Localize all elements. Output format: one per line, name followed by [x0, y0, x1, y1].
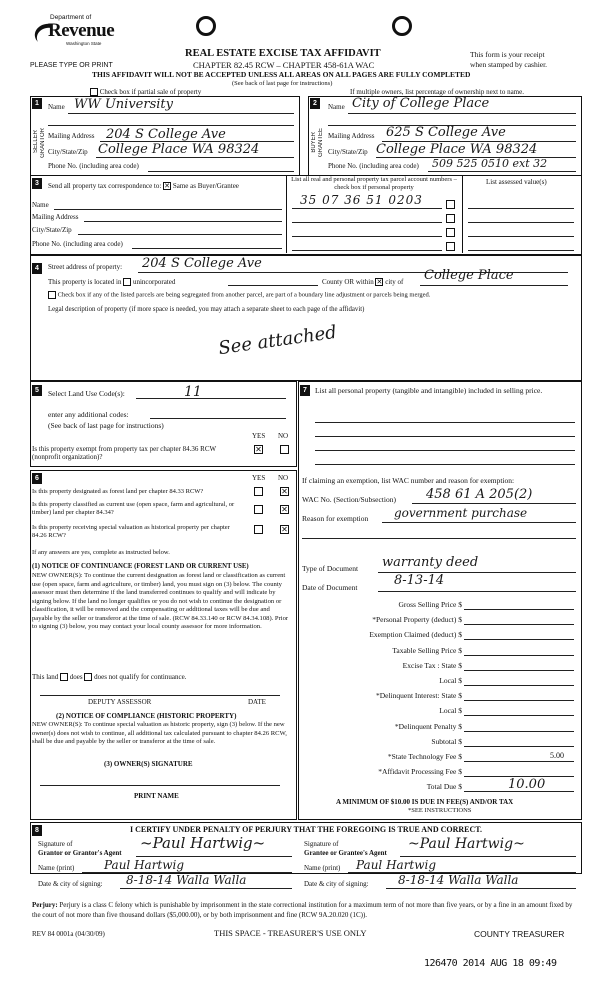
exempt-yes-checkbox[interactable]: ✕	[255, 445, 262, 454]
unincorporated-checkbox[interactable]	[123, 278, 131, 286]
exempt-no-checkbox[interactable]	[280, 445, 289, 454]
unincorporated-label: unincorporated	[132, 278, 176, 286]
punch-hole-left-icon	[196, 16, 216, 36]
exemption-reason-label: Reason for exemption	[302, 514, 369, 523]
property-city-value[interactable]: College Place	[424, 268, 514, 283]
parcel-number-value[interactable]: 35 07 36 51 0203	[300, 193, 423, 207]
forest-land-question: Is this property designated as forest land per chapter 84.33 RCW?	[32, 488, 204, 495]
buyer-side-label: BUYER	[311, 132, 317, 153]
fee-line	[464, 670, 574, 671]
wac-number-value[interactable]: 458 61 A 205(2)	[426, 487, 533, 502]
section5-no-header: NO	[278, 432, 289, 440]
parcel-1-personal-checkbox[interactable]	[446, 200, 455, 209]
form-title: REAL ESTATE EXCISE TAX AFFIDAVIT	[185, 48, 381, 59]
logo-main-text: Revenue	[48, 20, 115, 41]
fee-label: *Affidavit Processing Fee $	[378, 767, 462, 776]
deputy-assessor-label: DEPUTY ASSESSOR	[88, 698, 152, 706]
fee-line	[464, 655, 574, 656]
additional-codes-label: enter any additional codes:	[48, 410, 129, 419]
fee-label: Excise Tax : State $	[402, 661, 462, 670]
correspondence-city-label: City/State/Zip	[32, 226, 72, 234]
grantee-name-value[interactable]: Paul Hartwig	[356, 858, 437, 872]
seller-name-label: Name	[48, 103, 65, 111]
forest-yes-checkbox[interactable]	[254, 487, 263, 496]
form-chapters: CHAPTER 82.45 RCW – CHAPTER 458-61A WAC	[193, 60, 375, 70]
legal-description-label: Legal description of property (if more space is needed, you may attach a separate sheet to each page of the affidavit)	[48, 306, 365, 313]
notice-compliance-body: NEW OWNER(S): To continue special valuation as historic property, sign (3) below. If the new owner(s) does not wish to continue, all additional tax calculated pursuant to chapter 84.26 RCW, shall be due and payable by the seller or transferor at the time of sale.	[32, 721, 287, 745]
fee-label: *Personal Property (deduct) $	[372, 615, 462, 624]
personal-property-label: List all personal property (tangible and intangible) included in selling price.	[315, 386, 543, 395]
grantee-name-print-label: Name (print)	[304, 864, 341, 872]
buyer-mailing-value[interactable]: 625 S College Ave	[386, 125, 506, 140]
section5-yes-header: YES	[252, 432, 266, 440]
correspondence-name-label: Name	[32, 201, 49, 209]
exemption-reason-value[interactable]: government purchase	[394, 506, 528, 520]
land-use-instructions: (See back of last page for instructions)	[48, 421, 164, 430]
perjury-title: Perjury:	[32, 901, 58, 909]
logo-top-text: Department of	[50, 14, 92, 21]
segregated-row	[48, 291, 430, 299]
land-does-checkbox[interactable]	[60, 673, 68, 681]
located-in-label: This property is located in	[48, 278, 122, 286]
fee-label: Subtotal $	[431, 737, 462, 746]
section-7-number: 7	[300, 385, 310, 396]
current-use-no-checkbox[interactable]: ✕	[281, 505, 288, 514]
print-name-label: PRINT NAME	[134, 792, 179, 800]
send-correspondence-label: Send all property tax correspondence to:	[48, 182, 162, 190]
seller-mailing-value[interactable]: 204 S College Ave	[106, 127, 226, 142]
owner-signature-label: (3) OWNER(S) SIGNATURE	[104, 760, 193, 768]
parcel-4-personal-checkbox[interactable]	[446, 242, 455, 251]
historical-yes-checkbox[interactable]	[254, 525, 263, 534]
county-label: County OR within	[322, 278, 374, 286]
fee-label: *Delinquent Interest: State $	[375, 691, 462, 700]
qualify-label: qualify for continuance.	[119, 673, 187, 681]
fee-value[interactable]: 5.00	[550, 751, 564, 760]
same-as-buyer-label: Same as Buyer/Grantee	[172, 182, 239, 190]
fee-line	[464, 685, 574, 686]
buyer-mailing-label: Mailing Address	[328, 132, 375, 140]
document-type-label: Type of Document	[302, 564, 359, 573]
section-3-number: 3	[32, 178, 42, 189]
fee-line	[464, 700, 574, 701]
fee-line	[464, 639, 574, 640]
section-2-number: 2	[310, 98, 320, 109]
section-5-number: 5	[32, 385, 42, 396]
fee-line	[464, 624, 574, 625]
land-does-not-checkbox[interactable]	[84, 673, 92, 681]
parcel-2-personal-checkbox[interactable]	[446, 214, 455, 223]
county-treasurer-label: COUNTY TREASURER	[474, 929, 565, 939]
seller-city-value[interactable]: College Place WA 98324	[98, 142, 260, 157]
treasurer-space-label: THIS SPACE - TREASURER'S USE ONLY	[214, 928, 367, 938]
correspondence-mailing-label: Mailing Address	[32, 213, 79, 221]
legal-description-value[interactable]: See attached	[217, 321, 339, 360]
grantor-name-print-label: Name (print)	[38, 864, 75, 872]
seller-city-label: City/State/Zip	[48, 148, 88, 156]
grantor-signature-label-1: Signature of	[38, 840, 73, 848]
buyer-city-value[interactable]: College Place WA 98324	[376, 142, 538, 157]
punch-hole-right-icon	[392, 16, 412, 36]
section6-no-header: NO	[278, 474, 289, 482]
fee-line	[464, 715, 574, 716]
seller-side-label: SELLER	[33, 130, 39, 154]
property-location-row	[48, 278, 175, 286]
land-use-label: Select Land Use Code(s):	[48, 389, 125, 398]
land-use-value[interactable]: 11	[184, 384, 202, 400]
parcel-3-personal-checkbox[interactable]	[446, 228, 455, 237]
receipt-line-1: This form is your receipt	[470, 50, 545, 59]
revenue-logo	[30, 14, 125, 60]
fee-label: Local $	[439, 676, 462, 685]
document-date-label: Date of Document	[302, 583, 358, 592]
historical-question: Is this property receiving special valuation as historical property per chapter 84.26 RCW?	[32, 524, 230, 539]
fee-label: *State Technology Fee $	[387, 752, 462, 761]
segregated-label: Check box if any of the listed parcels are being segregated from another parcel, are part of a boundary line adjustment or parcels being merged.	[57, 291, 431, 299]
grantee-date-city-label: Date & city of signing:	[304, 880, 369, 888]
buyer-phone-value[interactable]: 509 525 0510 ext 32	[432, 157, 548, 170]
grantor-signature[interactable]: ~Paul Hartwig~	[140, 834, 266, 852]
grantee-date-value[interactable]: 8-18-14 Walla Walla	[398, 873, 519, 887]
buyer-name-label: Name	[328, 103, 345, 111]
minimum-fee-notice: A MINIMUM OF $10.00 IS DUE IN FEE(S) AND/OR TAX	[336, 798, 514, 806]
perjury-text: Perjury is a class C felony which is punishable by imprisonment in the state correctional institution for a maximum term of not more than five years, or by a fine in an amount fixed by the court of not more than five thousand dollars ($5,000.00), or by both imprisonment and fine (RCW 9A.20.020 (1C)).	[32, 901, 573, 919]
street-address-label: Street address of property:	[48, 263, 123, 271]
does-label: does	[69, 673, 83, 681]
buyer-phone-label: Phone No. (including area code)	[328, 162, 419, 170]
grantor-name-value[interactable]: Paul Hartwig	[104, 858, 185, 872]
notice-compliance-title: (2) NOTICE OF COMPLIANCE (HISTORIC PROPERTY)	[56, 712, 237, 720]
segregated-checkbox[interactable]	[48, 291, 56, 299]
fee-label: Taxable Selling Price $	[392, 646, 462, 655]
wac-number-label: WAC No. (Section/Subsection)	[302, 495, 396, 504]
if-yes-instruction: If any answers are yes, complete as instructed below.	[32, 549, 170, 556]
receipt-line-2: when stamped by cashier.	[470, 60, 548, 69]
current-use-yes-checkbox[interactable]	[254, 505, 263, 514]
fee-line	[464, 609, 574, 610]
fee-label: Gross Selling Price $	[398, 600, 462, 609]
grantee-signature-label-1: Signature of	[304, 840, 339, 848]
fee-value[interactable]: 10.00	[508, 777, 546, 792]
see-instructions-text: *SEE INSTRUCTIONS	[408, 807, 472, 814]
fee-label: Exemption Claimed (deduct) $	[369, 630, 462, 639]
send-correspondence-row	[48, 182, 239, 190]
perjury-notice	[32, 900, 580, 920]
section-6-number: 6	[32, 473, 42, 484]
notice-continuance-title: (1) NOTICE OF CONTINUANCE (FOREST LAND OR CURRENT USE)	[32, 563, 249, 570]
buyer-name-value[interactable]: City of College Place	[352, 96, 490, 111]
fee-label: *Delinquent Penalty $	[394, 722, 462, 731]
grantee-signature-label-2: Grantee or Grantee's Agent	[304, 849, 387, 857]
fee-line	[464, 731, 574, 732]
fee-line	[464, 761, 574, 762]
grantor-side-label: GRANTOR	[40, 128, 46, 158]
assessor-date-label: DATE	[248, 698, 266, 706]
certify-statement: I CERTIFY UNDER PENALTY OF PERJURY THAT THE FOREGOING IS TRUE AND CORRECT.	[130, 825, 483, 834]
same-as-buyer-checkbox[interactable]: ✕	[164, 182, 171, 191]
grantor-date-value[interactable]: 8-18-14 Walla Walla	[126, 873, 247, 887]
document-date-value[interactable]: 8-13-14	[394, 573, 445, 588]
land-qualify-row	[32, 673, 186, 681]
section-4-number: 4	[32, 263, 42, 274]
section6-yes-header: YES	[252, 474, 266, 482]
grantee-side-label: GRANTEE	[318, 128, 324, 158]
partial-sale-label: Check box if partial sale of property	[99, 88, 202, 96]
grantor-date-city-label: Date & city of signing:	[38, 880, 103, 888]
does-not-label: does not	[94, 673, 118, 681]
section-1-number: 1	[32, 98, 42, 109]
county-city-row	[322, 278, 403, 286]
form-number: REV 84 0001a (04/30/09)	[32, 930, 105, 938]
document-type-value[interactable]: warranty deed	[382, 555, 479, 570]
form-warning: THIS AFFIDAVIT WILL NOT BE ACCEPTED UNLESS ALL AREAS ON ALL PAGES ARE FULLY COMPLETED	[92, 70, 471, 79]
multiple-owners-text: If multiple owners, list percentage of ownership next to name.	[350, 88, 524, 96]
exempt-question: Is this property exempt from property tax per chapter 84.36 RCW (nonprofit organization)?	[32, 445, 216, 461]
seller-mailing-label: Mailing Address	[48, 132, 95, 140]
grantor-signature-label-2: Grantor or Grantor's Agent	[38, 849, 122, 857]
fee-line	[464, 746, 574, 747]
correspondence-phone-label: Phone No. (including area code)	[32, 240, 123, 248]
notice-continuance-body: NEW OWNER(S): To continue the current designation as forest land or classification as current use (open space, farm and agriculture, or timber) land, you must sign on (3) below. The county assessor must then determine if the land transferred continues to qualify and will indicate by signing below. If the land no longer qualifies or you do not wish to continue the designation or classification, it will be removed and the compensating or additional taxes will be due and payable by the seller or transferor at the time of sale. (RCW 84.33.140 or RCW 84.34.108). Prior to signing (3) below, you may contact your local county assessor for more information.	[32, 572, 289, 630]
fee-label: Local $	[439, 706, 462, 715]
this-land-label: This land	[32, 673, 59, 681]
grantee-signature[interactable]: ~Paul Hartwig~	[408, 836, 525, 852]
buyer-city-label: City/State/Zip	[328, 148, 368, 156]
within-city-checkbox[interactable]: ✕	[376, 278, 383, 287]
please-type-text: PLEASE TYPE OR PRINT	[30, 62, 113, 69]
city-of-label: city of	[385, 278, 404, 286]
historical-no-checkbox[interactable]: ✕	[281, 525, 288, 534]
street-address-value[interactable]: 204 S College Ave	[142, 256, 262, 271]
exemption-label: If claiming an exemption, list WAC number and reason for exemption:	[302, 476, 515, 485]
forest-no-checkbox[interactable]: ✕	[281, 487, 288, 496]
fee-label: Total Due $	[426, 782, 462, 791]
see-back-text: (See back of last page for instructions)	[232, 80, 333, 87]
section-8-number: 8	[32, 825, 42, 836]
seller-phone-label: Phone No. (including area code)	[48, 162, 139, 170]
seller-name-value[interactable]: WW University	[74, 97, 173, 112]
logo-sub-text: Washington State	[66, 41, 102, 46]
receipt-stamp: 126470 2014 AUG 18 09:49	[424, 958, 557, 969]
assessed-values-header: List assessed value(s)	[486, 178, 547, 186]
current-use-question: Is this property classified as current use (open space, farm and agricultural, or timber) land per chapter 84.34?	[32, 501, 235, 516]
parcel-numbers-header: List all real and personal property tax parcel account numbers – check box if personal property	[291, 176, 457, 191]
